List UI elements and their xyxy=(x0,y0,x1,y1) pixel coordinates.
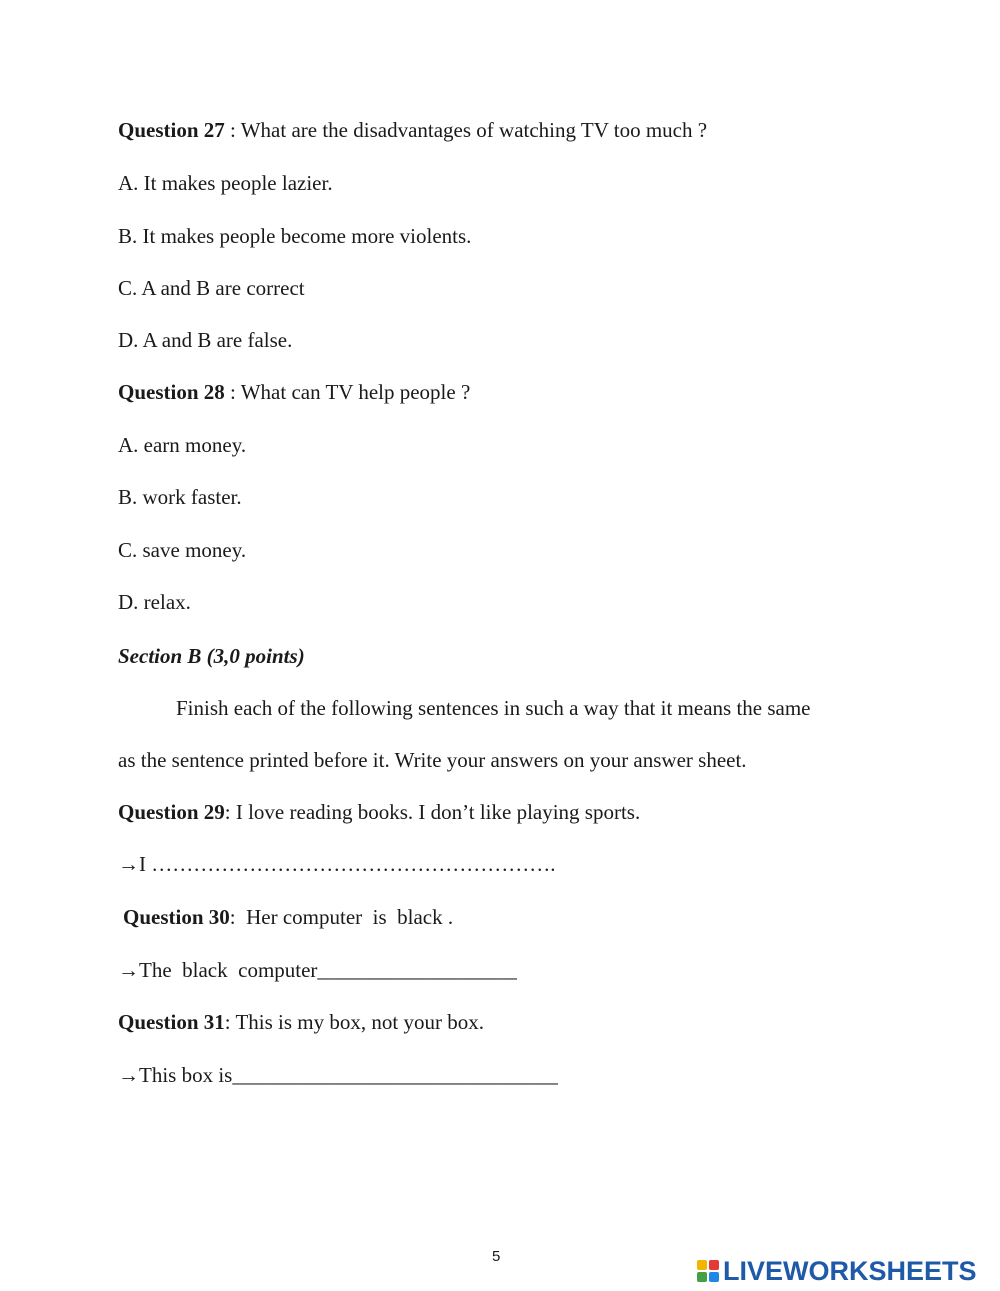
q27-option-d: D. A and B are false. xyxy=(118,328,293,352)
question-28-text: : What can TV help people ? xyxy=(224,380,471,404)
q28-option-b: B. work faster. xyxy=(118,485,242,509)
question-29-label: Question 29 xyxy=(118,800,225,824)
question-29-answer-text: I …………………………………………………. xyxy=(139,852,556,876)
question-30-answer-text: The black computer___________________ xyxy=(139,958,517,982)
arrow-icon: → xyxy=(118,958,139,982)
logo-text: LIVEWORKSHEETS xyxy=(723,1256,977,1286)
question-31-answer xyxy=(118,1062,558,1088)
question-31 xyxy=(118,1009,484,1035)
logo-blocks-icon xyxy=(697,1260,719,1282)
question-27-label: Question 27 xyxy=(118,118,225,142)
section-b-instruction-line2: as the sentence printed before it. Write your answers on your answer sheet. xyxy=(118,748,747,772)
question-28-label: Question 28 xyxy=(118,380,225,404)
question-31-answer-text: This box is_______________________________ xyxy=(139,1063,558,1087)
arrow-icon: → xyxy=(118,852,139,876)
question-31-label: Question 31 xyxy=(118,1010,225,1034)
section-b-title: Section B (3,0 points) xyxy=(118,644,305,668)
section-b-instruction-line1: Finish each of the following sentences in such a way that it means the same xyxy=(176,696,811,720)
page-number: 5 xyxy=(492,1248,501,1265)
question-30 xyxy=(123,904,453,930)
question-28 xyxy=(118,379,470,405)
q28-option-d: D. relax. xyxy=(118,590,191,614)
question-29 xyxy=(118,799,640,825)
q28-option-c: C. save money. xyxy=(118,538,247,562)
question-27 xyxy=(118,117,707,143)
question-29-answer xyxy=(118,851,556,877)
q28-option-a: A. earn money. xyxy=(118,433,247,457)
q27-option-a: A. It makes people lazier. xyxy=(118,171,333,195)
question-27-text: : What are the disadvantages of watching TV too much ? xyxy=(224,118,708,142)
question-30-answer xyxy=(118,957,517,983)
question-31-text: : This is my box, not your box. xyxy=(224,1010,484,1034)
question-30-label: Question 30 xyxy=(123,905,230,929)
liveworksheets-logo xyxy=(697,1256,977,1286)
q27-option-b: B. It makes people become more violents. xyxy=(118,224,472,248)
question-30-text: : Her computer is black . xyxy=(229,905,454,929)
arrow-icon: → xyxy=(118,1063,139,1087)
question-29-text: : I love reading books. I don’t like playing sports. xyxy=(224,800,641,824)
q27-option-c: C. A and B are correct xyxy=(118,276,305,300)
